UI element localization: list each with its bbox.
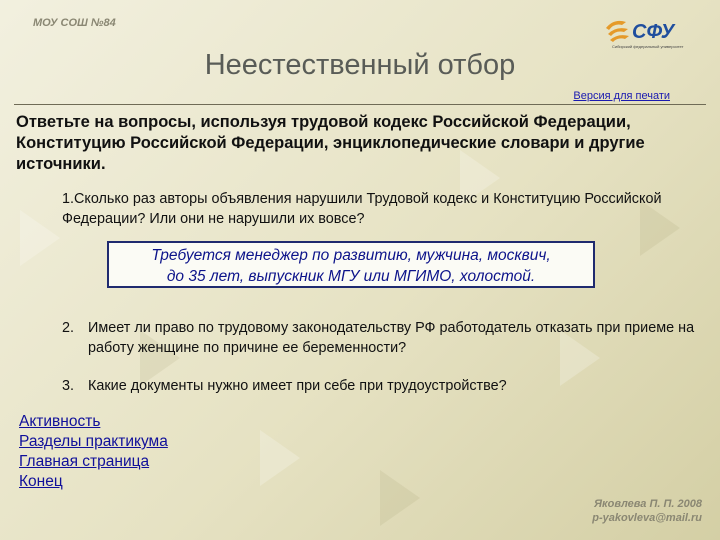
nav-link-home[interactable]: Главная страница	[19, 453, 150, 470]
question-2-number: 2.	[62, 320, 75, 336]
author-email: p-yakovleva@mail.ru	[592, 512, 702, 524]
question-1: 1.Сколько раз авторы объявления нарушили Трудовой кодекс и Конституцию Российской Федерации? Или они не нарушили их вовсе?	[62, 191, 662, 227]
question-3-text: Какие документы нужно имеет при себе при трудоустройстве?	[88, 378, 507, 394]
job-ad-line-1: Требуется менеджер по развитию, мужчина, москвич,	[151, 247, 551, 264]
intro-text: Ответьте на вопросы, используя трудовой кодекс Российской Федерации, Конституцию Российской Федерации, энциклопедические словари и другие источники.	[16, 113, 645, 173]
question-3-number: 3.	[62, 378, 75, 394]
print-version-link[interactable]: Версия для печати	[573, 90, 670, 102]
logo-subtitle: Сибирский федеральный университет	[612, 44, 684, 49]
nav-link-activity[interactable]: Активность	[19, 413, 101, 430]
author-name: Яковлева П. П. 2008	[594, 498, 702, 510]
nav-link-sections[interactable]: Разделы практикума	[19, 433, 168, 450]
author-footer	[592, 497, 702, 525]
nav-link-end[interactable]: Конец	[19, 473, 63, 490]
nav-links	[19, 412, 168, 492]
question-2	[62, 318, 702, 358]
job-ad-box	[107, 241, 595, 288]
question-2-text: Имеет ли право по трудовому законодательству РФ работодатель отказать при приеме на работу женщине по причине ее беременности?	[88, 320, 695, 356]
logo-text: СФУ	[632, 21, 675, 43]
logo-emblem-icon	[604, 14, 694, 50]
university-logo	[604, 14, 694, 50]
page-title: Неестественный отбор	[204, 49, 516, 81]
question-3	[62, 376, 702, 396]
header-divider	[14, 104, 706, 105]
school-label: МОУ СОШ №84	[33, 17, 116, 29]
job-ad-line-2: до 35 лет, выпускник МГУ или МГИМО, холостой.	[166, 268, 536, 285]
